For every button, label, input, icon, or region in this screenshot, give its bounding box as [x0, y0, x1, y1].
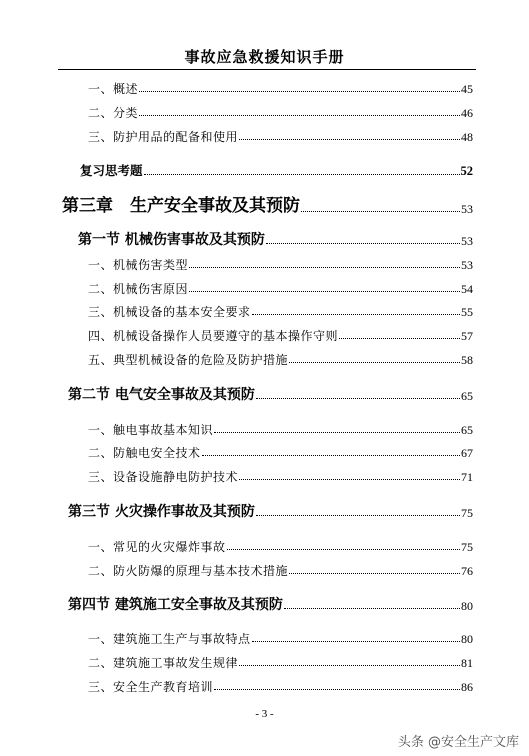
toc-entry-label: 复习思考题 [80, 163, 143, 178]
toc-entry-page: 75 [461, 540, 473, 554]
toc-leader-dots [252, 313, 460, 315]
toc-leader-dots [144, 173, 460, 175]
toc-entry-page: 53 [461, 258, 473, 272]
toc-leader-dots [227, 548, 460, 550]
toc-entry-label: 二、防触电安全技术 [88, 446, 201, 460]
toc-entry[interactable] [88, 259, 473, 271]
toc-entry-label: 一、机械伤害类型 [88, 258, 189, 272]
toc-entry-label: 三、设备设施静电防护技术 [88, 470, 239, 484]
toc-entry-label: 三、机械设备的基本安全要求 [88, 305, 251, 319]
toc-section-entry[interactable] [78, 233, 473, 247]
toc-entry-page: 53 [461, 202, 473, 216]
toc-entry-label: 二、建筑施工事故发生规律 [88, 656, 239, 670]
toc-section-entry[interactable] [68, 505, 473, 519]
toc-entry-label: 一、建筑施工生产与事故特点 [88, 632, 251, 646]
toc-entry-label: 第三章 生产安全事故及其预防 [62, 196, 300, 216]
toc-entry-label: 二、防火防爆的原理与基本技术措施 [88, 564, 289, 578]
toc-chapter-entry[interactable] [62, 198, 473, 215]
page-number: - 3 - [255, 708, 274, 720]
toc-entry-page: 75 [461, 506, 473, 520]
toc-entry[interactable] [88, 681, 473, 693]
toc-entry[interactable] [88, 633, 473, 645]
toc-entry-page: 80 [461, 632, 473, 646]
toc-entry-label: 第四节 建筑施工安全事故及其预防 [68, 597, 283, 613]
toc-entry-label: 一、概述 [88, 82, 139, 96]
toc-entry-label: 三、防护用品的配备和使用 [88, 130, 239, 144]
toc-section-entry[interactable] [68, 598, 473, 612]
toc-entry[interactable] [88, 283, 473, 295]
toc-entry-page: 86 [461, 680, 473, 694]
toc-leader-dots [339, 337, 460, 339]
toc-leader-dots [239, 664, 460, 666]
toc-entry[interactable] [88, 565, 473, 577]
toc-leader-dots [189, 290, 460, 292]
toc-entry-label: 二、分类 [88, 106, 139, 120]
page-header-title: 事故应急救援知识手册 [184, 48, 345, 66]
toc-entry-page: 71 [461, 470, 473, 484]
toc-entry-label: 二、机械伤害原因 [88, 282, 189, 296]
toc-entry-label: 第二节 电气安全事故及其预防 [68, 387, 255, 403]
toc-leader-dots [139, 90, 460, 92]
toc-entry[interactable] [88, 131, 473, 143]
watermark: 头条 @安全生产文库 [397, 735, 519, 750]
toc-leader-dots [239, 138, 460, 140]
toc-review-entry[interactable] [80, 165, 473, 178]
toc-entry-page: 54 [461, 282, 473, 296]
toc-entry-page: 80 [461, 599, 473, 613]
toc-entry[interactable] [88, 107, 473, 119]
toc-entry-page: 46 [461, 106, 473, 120]
toc-leader-dots [256, 514, 460, 516]
toc-entry-label: 第一节 机械伤害事故及其预防 [78, 232, 265, 248]
toc-leader-dots [252, 640, 460, 642]
toc-leader-dots [214, 688, 460, 690]
toc-entry-label: 四、机械设备操作人员要遵守的基本操作守则 [88, 329, 339, 343]
toc-leader-dots [284, 607, 460, 609]
toc-entry-label: 一、常见的火灾爆炸事故 [88, 540, 226, 554]
toc-entry-page: 57 [461, 329, 473, 343]
toc-entry-page: 58 [461, 353, 473, 367]
toc-entry-label: 第三节 火灾操作事故及其预防 [68, 504, 255, 520]
toc-entry[interactable] [88, 306, 473, 318]
toc-entry-label: 五、典型机械设备的危险及防护措施 [88, 353, 289, 367]
toc-entry[interactable] [88, 330, 473, 342]
toc-leader-dots [289, 572, 460, 574]
toc-entry[interactable] [88, 471, 473, 483]
toc-entry[interactable] [88, 541, 473, 553]
toc-entry-page: 65 [461, 389, 473, 403]
toc-leader-dots [139, 114, 460, 116]
toc-leader-dots [266, 242, 460, 244]
toc-leader-dots [214, 431, 460, 433]
toc-leader-dots [256, 397, 460, 399]
toc-leader-dots [289, 361, 460, 363]
toc-leader-dots [239, 478, 460, 480]
toc-leader-dots [301, 210, 460, 212]
toc-entry-page: 67 [461, 446, 473, 460]
toc-entry[interactable] [88, 424, 473, 436]
toc-entry[interactable] [88, 657, 473, 669]
toc-entry-label: 三、安全生产教育培训 [88, 680, 214, 694]
toc-entry-page: 45 [461, 82, 473, 96]
toc-entry[interactable] [88, 354, 473, 366]
toc-entry-page: 76 [461, 564, 473, 578]
header-rule [58, 69, 476, 70]
toc-entry-page: 55 [461, 305, 473, 319]
toc-entry-page: 52 [460, 164, 473, 178]
toc-entry[interactable] [88, 83, 473, 95]
toc-entry-page: 48 [461, 130, 473, 144]
toc-section-entry[interactable] [68, 388, 473, 402]
toc-entry-page: 53 [461, 234, 473, 248]
toc-entry[interactable] [88, 447, 473, 459]
toc-entry-page: 65 [461, 423, 473, 437]
toc-leader-dots [189, 266, 460, 268]
toc-entry-page: 81 [461, 656, 473, 670]
toc-leader-dots [202, 454, 460, 456]
toc-entry-label: 一、触电事故基本知识 [88, 423, 214, 437]
